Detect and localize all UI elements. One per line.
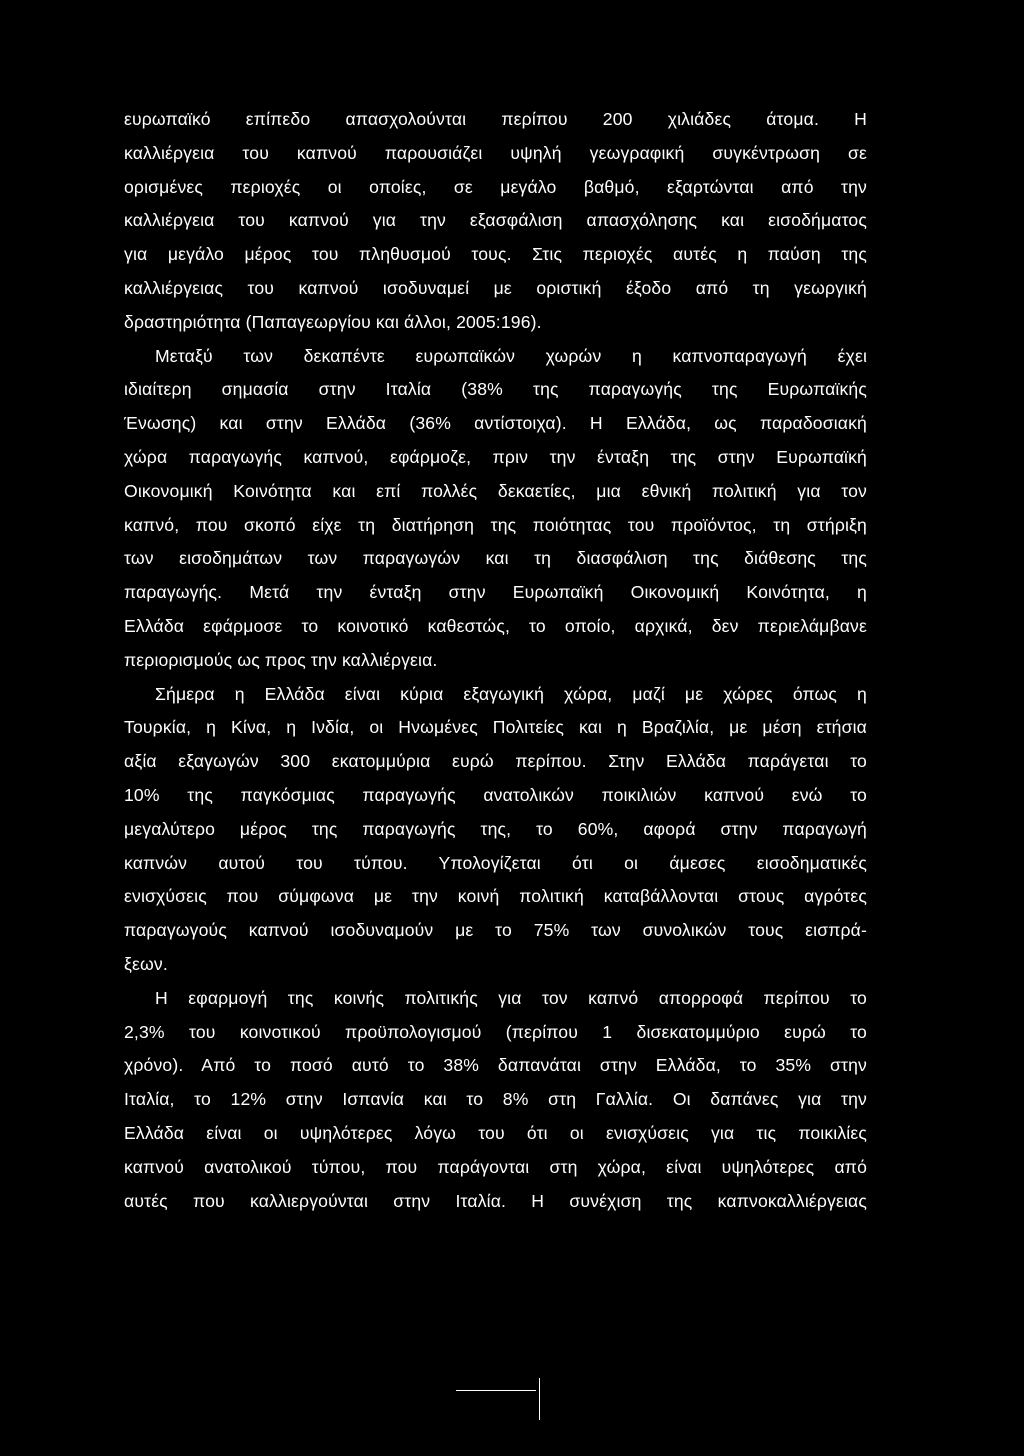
text-line: αξία εξαγωγών 300 εκατομμύρια ευρώ περίπου. Στην Ελλάδα παράγεται το [124,751,867,772]
text-line: Ελλάδα εφάρμοσε το κοινοτικό καθεστώς, το οποίο, αρχικά, δεν περιελάμβανε [124,615,867,636]
text-line: χρόνο). Από το ποσό αυτό το 38% δαπανάται στην Ελλάδα, το 35% στην [124,1055,867,1076]
text-line: μεγαλύτερο μέρος της παραγωγής της, το 60%, αφορά στην παραγωγή [124,818,867,839]
text-line: Ιταλία, το 12% στην Ισπανία και το 8% στη Γαλλία. Οι δαπάνες για την [124,1089,867,1110]
text-line: καπνού ανατολικού τύπου, που παράγονται στη χώρα, είναι υψηλότερες από [124,1156,867,1177]
text-line: Ελλάδα είναι οι υψηλότερες λόγω του ότι οι ενισχύσεις για τις ποικιλίες [124,1122,867,1143]
text-line: Μεταξύ των δεκαπέντε ευρωπαϊκών χωρών η καπνοπαραγωγή έχει [155,345,867,366]
footer-bar [539,1378,540,1420]
text-line: καλλιέργεια του καπνού για την εξασφάλιση απασχόλησης και εισοδήματος [124,210,867,231]
text-line: καπνών αυτού του τύπου. Υπολογίζεται ότι οι άμεσες εισοδηματικές [124,852,867,873]
text-line: Η εφαρμογή της κοινής πολιτικής για τον καπνό απορροφά περίπου το [155,987,867,1008]
text-line: Οικονομική Κοινότητα και επί πολλές δεκαετίες, μια εθνική πολιτική για τον [124,480,867,501]
text-line: για μεγάλο μέρος του πληθυσμού τους. Στις περιοχές αυτές η παύση της [124,244,867,265]
page-footer-marker [456,1378,540,1420]
text-line: ιδιαίτερη σημασία στην Ιταλία (38% της παραγωγής της Ευρωπαϊκής [124,379,867,400]
text-line: δραστηριότητα (Παπαγεωργίου και άλλοι, 2005:196). [124,311,542,332]
body-text [124,103,867,1218]
text-line: ξεων. [124,953,168,974]
text-line: 2,3% του κοινοτικού προϋπολογισμού (περίπου 1 δισεκατομμύριο ευρώ το [124,1021,867,1042]
text-line: χώρα παραγωγής καπνού, εφάρμοζε, πριν την ένταξη της στην Ευρωπαϊκή [124,446,867,467]
text-line: Ένωσης) και στην Ελλάδα (36% αντίστοιχα). Η Ελλάδα, ως παραδοσιακή [124,413,867,434]
text-line: ενισχύσεις που σύμφωνα με την κοινή πολιτική καταβάλλονται στους αγρότες [124,886,867,907]
text-line: παραγωγούς καπνού ισοδυναμούν με το 75% των συνολικών τους εισπρά- [124,920,867,941]
footer-rule [456,1390,536,1391]
text-line: ορισμένες περιοχές οι οποίες, σε μεγάλο βαθμό, εξαρτώνται από την [124,176,867,197]
text-line: καπνό, που σκοπό είχε τη διατήρηση της ποιότητας του προϊόντος, τη στήριξη [124,514,867,535]
text-line: περιορισμούς ως προς την καλλιέργεια. [124,649,438,670]
text-line: καλλιέργεια του καπνού παρουσιάζει υψηλή γεωγραφική συγκέντρωση σε [124,142,867,163]
text-line: Σήμερα η Ελλάδα είναι κύρια εξαγωγική χώρα, μαζί με χώρες όπως η [155,683,867,704]
text-line: 10% της παγκόσμιας παραγωγής ανατολικών ποικιλιών καπνού ενώ το [124,784,867,805]
text-line: ευρωπαϊκό επίπεδο απασχολούνται περίπου 200 χιλιάδες άτομα. Η [124,109,867,129]
text-line: Τουρκία, η Κίνα, η Ινδία, οι Ηνωμένες Πολιτείες και η Βραζιλία, με μέση ετήσια [124,717,867,738]
text-line: καλλιέργειας του καπνού ισοδυναμεί με οριστική έξοδο από τη γεωργική [124,277,867,298]
text-line: των εισοδημάτων των παραγωγών και τη διασφάλιση της διάθεσης της [124,548,867,569]
text-line: παραγωγής. Μετά την ένταξη στην Ευρωπαϊκή Οικονομική Κοινότητα, η [124,582,867,603]
text-line: αυτές που καλλιεργούνται στην Ιταλία. Η συνέχιση της καπνοκαλλιέργειας [124,1190,867,1211]
